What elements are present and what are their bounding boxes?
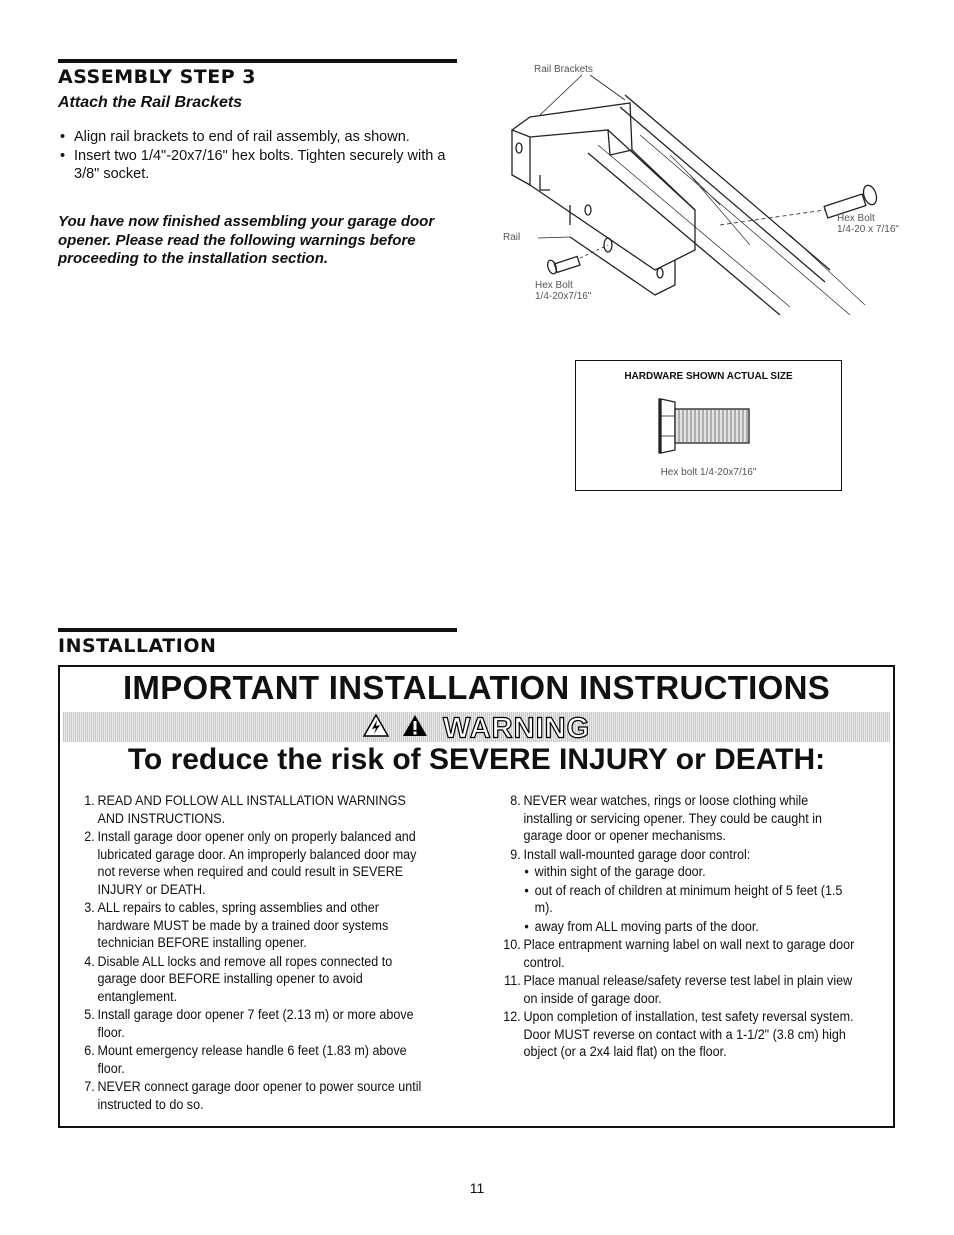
label-hex-bolt-left-size: 1/4-20x7/16" (535, 291, 592, 302)
hazard-shock-icon (363, 713, 389, 743)
list-item: 12. Upon completion of installation, test safety reversal system. Door MUST reverse on contact with a 1-1/2" (3.8 cm) high object (or a 2x4 laid flat) on the floor. (503, 1009, 854, 1059)
list-item: 3. ALL repairs to cables, spring assemblies and other hardware MUST be made by a trained door systems technician BEFORE installing opener. (84, 900, 389, 950)
list-item: 5. Install garage door opener 7 feet (2.13 m) or more above floor. (84, 1007, 414, 1040)
warning-list-left (64, 792, 429, 1114)
list-item: 1. READ AND FOLLOW ALL INSTALLATION WARNINGS AND INSTRUCTIONS. (84, 793, 406, 826)
list-item: 2. Install garage door opener only on properly balanced and lubricated garage door. An improperly balanced door may not reverse when required and could result in SEVERE INJURY or DEATH. (84, 829, 417, 897)
warning-list-right (490, 792, 857, 1062)
label-hex-bolt-right-size: 1/4-20 x 7/16" (837, 224, 899, 235)
hex-bolt-icon (651, 396, 761, 456)
label-rail-brackets: Rail Brackets (534, 64, 593, 75)
list-item: • Insert two 1/4"-20x7/16" hex bolts. Tighten securely with a 3/8" socket. (58, 147, 448, 183)
list-item: 7. NEVER connect garage door opener to power source until instructed to do so. (84, 1079, 422, 1112)
rail-bracket-figure (490, 55, 920, 325)
list-item: 6. Mount emergency release handle 6 feet (1.83 m) above floor. (84, 1043, 407, 1076)
label-hex-bolt-left: Hex Bolt (535, 280, 573, 291)
warning-subheading: To reduce the risk of SEVERE INJURY or DEATH: (127, 743, 826, 776)
warning-box (58, 665, 895, 1128)
list-item: 8. NEVER wear watches, rings or loose clothing while installing or servicing opener. They could be caught in garage door or opener mechanisms. (510, 793, 822, 843)
hardware-actual-size-box (575, 360, 842, 491)
sub-list-item: • within sight of the garage door. (523, 863, 857, 881)
step-bullet-list (58, 128, 448, 184)
installation-heading: INSTALLATION (58, 635, 217, 657)
page-number: 11 (469, 1180, 485, 1196)
label-rail: Rail (503, 232, 521, 243)
hardware-box-title: HARDWARE SHOWN ACTUAL SIZE (624, 371, 793, 382)
installation-heading-rule (58, 628, 457, 632)
warning-band (63, 712, 890, 745)
hazard-triangle-icon (402, 713, 428, 743)
list-item: 11. Place manual release/safety reverse test label in plain view on inside of garage door. (504, 973, 853, 1006)
label-hex-bolt-right: Hex Bolt (837, 213, 875, 224)
sub-list-item: • out of reach of children at minimum height of 5 feet (1.5 m). (523, 882, 857, 917)
list-item: 9. Install wall-mounted garage door control: • within sight of the garage door. • out of reach of children at minimum height of 5 feet (1.5 m). • away from ALL moving parts of the door. (490, 846, 857, 936)
list-item: • Align rail brackets to end of rail assembly, as shown. (58, 128, 448, 146)
step-heading-rule (58, 59, 457, 63)
finished-note: You have now finished assembling your garage door opener. Please read the following warnings before proceeding to the installation section. (58, 213, 435, 267)
step-heading: ASSEMBLY STEP 3 (58, 66, 256, 88)
warning-box-title: IMPORTANT INSTALLATION INSTRUCTIONS (122, 669, 831, 706)
warning-word: WARNING (442, 712, 591, 745)
list-item: 10. Place entrapment warning label on wall next to garage door control. (503, 937, 855, 970)
sub-list-item: • away from ALL moving parts of the door. (523, 918, 857, 936)
step-subheading: Attach the Rail Brackets (58, 94, 243, 111)
warning-word-row (63, 712, 890, 743)
hardware-box-caption: Hex bolt 1/4-20x7/16" (660, 467, 757, 478)
list-item: 4. Disable ALL locks and remove all ropes connected to garage door BEFORE installing opener to avoid entanglement. (84, 953, 393, 1004)
